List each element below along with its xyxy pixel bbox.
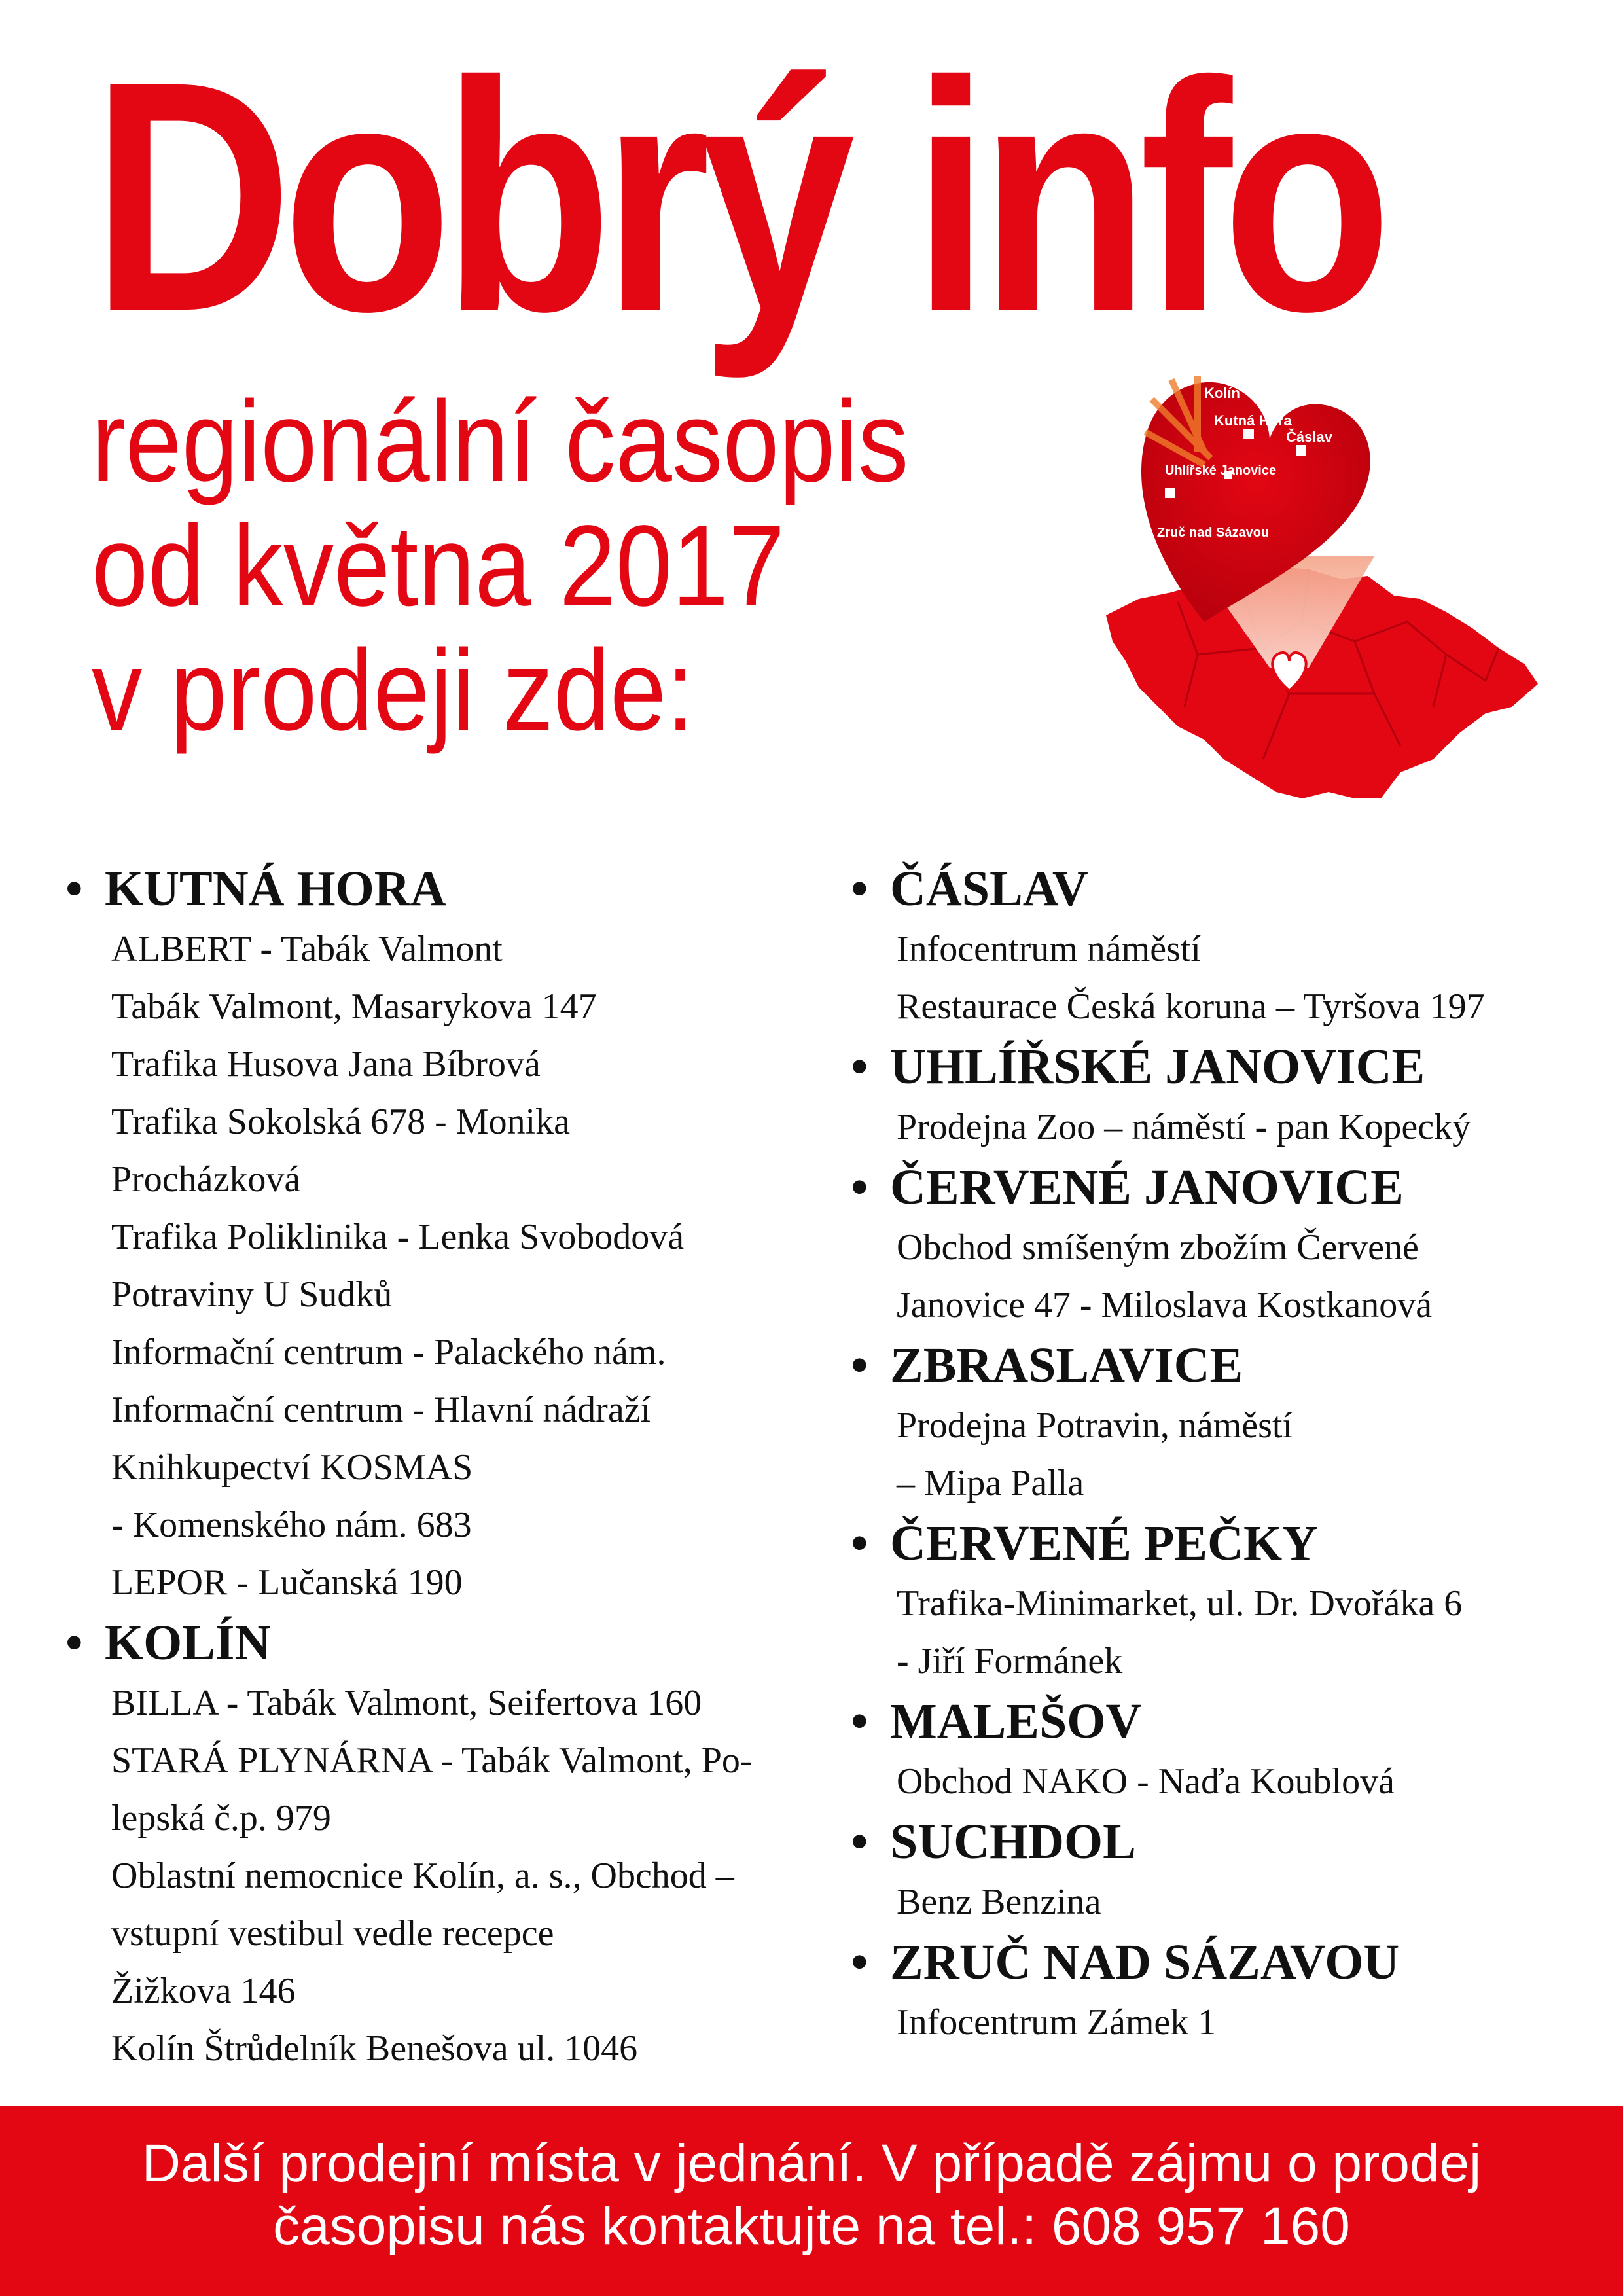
list-item: STARÁ PLYNÁRNA - Tabák Valmont, Po- — [111, 1740, 753, 1781]
subtitle — [92, 380, 990, 753]
list-item: ALBERT - Tabák Valmont — [111, 929, 503, 969]
list-item: Kolín Štrůdelník Benešova ul. 1046 — [111, 2028, 638, 2069]
right-column — [851, 857, 1584, 2051]
town-heading: • ČERVENÉ JANOVICE — [851, 1160, 1404, 1215]
town-heading: • SUCHDOL — [851, 1814, 1136, 1869]
list-item: Procházková — [111, 1159, 301, 1200]
town-heading: • KOLÍN — [65, 1615, 271, 1670]
list-item: Prodejna Zoo – náměstí - pan Kopecký — [897, 1107, 1471, 1147]
list-item: Trafika Poliklinika - Lenka Svobodová — [111, 1217, 685, 1257]
map-label: Kolín — [1204, 385, 1240, 401]
footer-line: časopisu nás kontaktujte na tel.: 608 957 160 — [273, 2197, 1350, 2256]
list-item: Prodejna Potravin, náměstí — [897, 1405, 1293, 1446]
list-item: Knihkupectví KOSMAS — [111, 1447, 473, 1488]
subtitle-line: regionální časopis — [92, 378, 909, 506]
map-label: Kutná Hora — [1214, 412, 1292, 429]
subtitle-line: od května 2017 — [92, 502, 785, 630]
list-item: - Jiří Formánek — [897, 1641, 1123, 1681]
map-label: Uhlířské Janovice — [1165, 463, 1277, 478]
list-item: Oblastní nemocnice Kolín, a. s., Obchod – — [111, 1856, 734, 1896]
subtitle-line: v prodeji zde: — [92, 626, 695, 755]
list-item: Infocentrum náměstí — [897, 929, 1201, 969]
list-item: Informační centrum - Hlavní nádraží — [111, 1390, 651, 1430]
list-item: BILLA - Tabák Valmont, Seifertova 160 — [111, 1683, 702, 1723]
town-heading: • UHLÍŘSKÉ JANOVICE — [851, 1039, 1425, 1094]
list-item: Benz Benzina — [897, 1882, 1101, 1922]
town-heading: • ZRUČ NAD SÁZAVOU — [851, 1935, 1400, 1990]
list-item: Trafika Husova Jana Bíbrová — [111, 1044, 541, 1085]
list-item: Žižkova 146 — [111, 1971, 296, 2011]
town-heading: • ČERVENÉ PEČKY — [851, 1516, 1318, 1571]
list-item: lepská č.p. 979 — [111, 1798, 331, 1839]
list-item: Trafika Sokolská 678 - Monika — [111, 1102, 571, 1142]
page-title: Dobrý info — [92, 13, 1382, 379]
list-item: - Komenského nám. 683 — [111, 1505, 472, 1545]
list-item: Informační centrum - Palackého nám. — [111, 1332, 666, 1372]
list-item: vstupní vestibul vedle recepce — [111, 1913, 554, 1954]
town-heading: • ČÁSLAV — [851, 861, 1088, 916]
list-item: Obchod smíšeným zbožím Červené — [897, 1227, 1419, 1268]
map-label: Zruč nad Sázavou — [1157, 526, 1270, 540]
footer-line: Další prodejní místa v jednání. V případě zájmu o prodej — [141, 2134, 1482, 2193]
list-item: LEPOR - Lučanská 190 — [111, 1562, 463, 1603]
town-heading: • ZBRASLAVICE — [851, 1338, 1243, 1393]
list-item: – Mipa Palla — [897, 1463, 1084, 1503]
left-column — [65, 857, 818, 2077]
heart-map-graphic — [1093, 340, 1544, 812]
map-label: Čáslav — [1286, 429, 1332, 445]
list-item: Trafika-Minimarket, ul. Dr. Dvořáka 6 — [897, 1583, 1463, 1624]
footer-banner — [0, 2106, 1623, 2296]
list-item: Tabák Valmont, Masarykova 147 — [111, 986, 597, 1027]
town-heading: • KUTNÁ HORA — [65, 861, 446, 916]
town-heading: • MALEŠOV — [851, 1694, 1142, 1749]
list-item: Infocentrum Zámek 1 — [897, 2002, 1217, 2043]
list-item: Janovice 47 - Miloslava Kostkanová — [897, 1285, 1433, 1325]
list-item: Potraviny U Sudků — [111, 1274, 393, 1315]
list-item: Obchod NAKO - Naďa Koublová — [897, 1761, 1395, 1802]
list-item: Restaurace Česká koruna – Tyršova 197 — [897, 986, 1485, 1027]
